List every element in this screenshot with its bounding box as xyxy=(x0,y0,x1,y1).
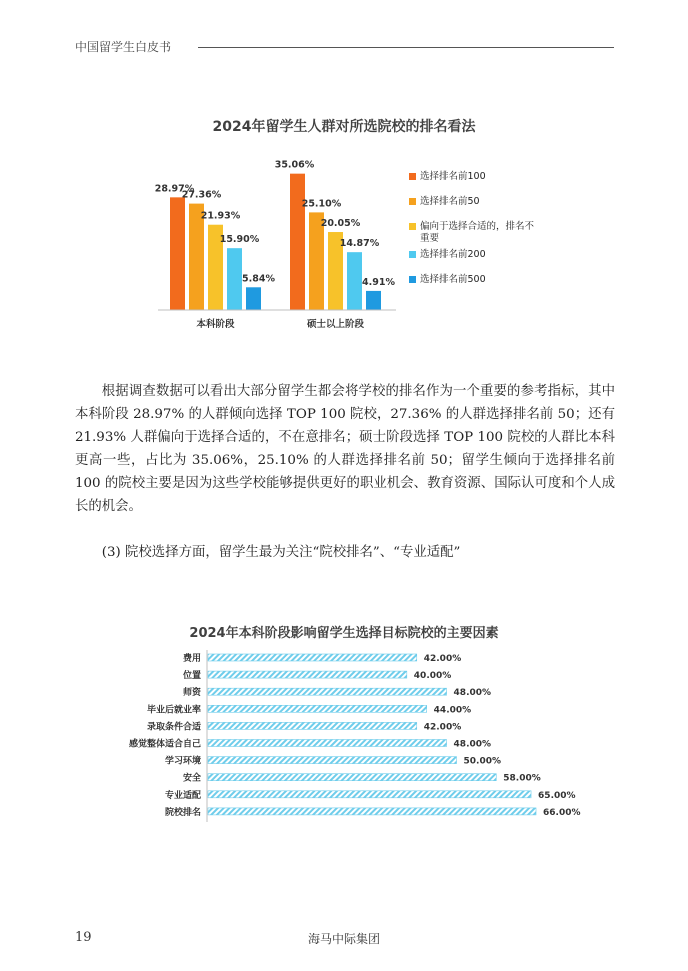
bar xyxy=(227,248,242,310)
bar-value-label: 28.97% xyxy=(154,183,195,195)
bar-value-label: 40.00% xyxy=(413,671,452,682)
bar-value-label: 15.90% xyxy=(219,234,260,246)
bar xyxy=(246,287,261,310)
bar-value-label: 5.84% xyxy=(242,273,275,285)
bar xyxy=(170,197,185,310)
legend-label: 选择排名前200 xyxy=(420,249,486,260)
bar-value-label: 48.00% xyxy=(453,739,492,750)
legend-label: 选择排名前500 xyxy=(420,274,486,285)
chart1-title: 2024年留学生人群对所选院校的排名看法 xyxy=(212,119,476,135)
bar xyxy=(290,174,305,310)
bar-value-label: 66.00% xyxy=(543,807,581,818)
bar xyxy=(208,671,407,678)
bar xyxy=(208,791,531,798)
bar-value-label: 25.10% xyxy=(301,198,342,210)
legend-label: 偏向于选择合适的，排名不重要 xyxy=(420,221,535,244)
category-label: 安全 xyxy=(182,773,201,784)
category-label: 专业适配 xyxy=(164,790,201,801)
bar-value-label: 42.00% xyxy=(423,654,462,664)
category-label: 院校排名 xyxy=(164,807,201,818)
chart1-rank-view xyxy=(0,0,688,340)
running-header: 中国留学生白皮书 xyxy=(75,40,172,54)
bar-value-label: 65.00% xyxy=(538,790,576,801)
paragraph-ranking-analysis: 根据调查数据可以看出大部分留学生都会将学校的排名作为一个重要的参考指标，其中本科阶段 28.97% 的人群倾向选择 TOP 100 院校，27.36% 的人群选择排名前 50；还有 21.93% 人群偏向于选择合适的，不在意排名；硕士阶段选择 TOP 100 院校的人群比本科更高一些，占比为 35.06%，25.10% 的人群选择排名前 50；留学生倾向于选择排名前 100 的院校主要是因为这些学校能够提供更好的职业机会、教育资源、国际认可度和个人成长的机会。 xyxy=(75,384,615,514)
bar xyxy=(208,722,417,729)
bar-value-label: 4.91% xyxy=(362,276,395,288)
category-label: 录取条件合适 xyxy=(146,722,201,733)
chart2-title: 2024年本科阶段影响留学生选择目标院校的主要因素 xyxy=(189,626,499,641)
category-label: 费用 xyxy=(182,654,201,664)
legend-label: 选择排名前50 xyxy=(420,196,480,207)
paragraph-section-3: (3) 院校选择方面，留学生最为关注“院校排名”、“专业适配” xyxy=(101,545,461,560)
bar-value-label: 42.00% xyxy=(423,722,462,733)
legend-swatch xyxy=(409,276,416,283)
bar-value-label: 35.06% xyxy=(274,159,315,171)
bar xyxy=(208,705,427,712)
bar xyxy=(366,291,381,310)
x-tick-label: 硕士以上阶段 xyxy=(306,319,365,330)
chart2-factors xyxy=(0,640,688,830)
bar xyxy=(208,688,447,695)
bar xyxy=(208,774,496,781)
legend-swatch xyxy=(409,198,416,205)
bar-value-label: 48.00% xyxy=(453,688,492,699)
bar-value-label: 58.00% xyxy=(503,773,541,784)
category-label: 师资 xyxy=(182,688,201,699)
legend-swatch xyxy=(409,173,416,180)
category-label: 毕业后就业率 xyxy=(146,705,201,716)
bar-value-label: 20.05% xyxy=(320,218,361,230)
legend-swatch xyxy=(409,251,416,258)
bar-value-label: 50.00% xyxy=(463,756,501,767)
bar xyxy=(208,740,447,747)
category-label: 感觉整体适合自己 xyxy=(128,739,201,750)
legend-label: 选择排名前100 xyxy=(420,171,486,182)
bar-value-label: 14.87% xyxy=(339,238,380,250)
category-label: 位置 xyxy=(182,671,201,682)
legend-swatch xyxy=(409,223,416,230)
x-tick-label: 本科阶段 xyxy=(196,319,235,330)
page-number: 19 xyxy=(75,930,92,945)
bar-value-label: 44.00% xyxy=(433,705,472,716)
bar xyxy=(208,808,536,815)
bar-value-label: 21.93% xyxy=(200,210,241,222)
bar xyxy=(208,654,417,661)
bar-value-label: 27.36% xyxy=(181,189,222,201)
category-label: 学习环境 xyxy=(164,756,201,767)
bar xyxy=(347,252,362,310)
bar xyxy=(208,757,457,764)
footer-organization: 海马中际集团 xyxy=(307,932,380,946)
